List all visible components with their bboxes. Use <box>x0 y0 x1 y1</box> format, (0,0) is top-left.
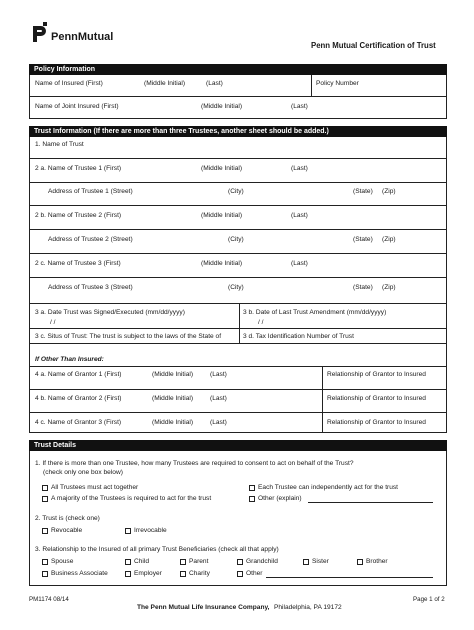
date-amendment-slashes[interactable]: / / <box>258 319 264 326</box>
spouse-checkbox[interactable] <box>42 559 48 565</box>
trust-name-field[interactable] <box>30 149 446 157</box>
grandchild-checkbox[interactable] <box>237 559 243 565</box>
grantor-3-first-name-label: 4 c. Name of Grantor 3 (First) <box>35 419 122 426</box>
joint-insured-name-field[interactable] <box>30 111 446 118</box>
trustee-1-name-field[interactable] <box>30 173 446 181</box>
sister-checkbox[interactable] <box>303 559 309 565</box>
penn-mutual-logo-icon <box>29 22 51 44</box>
all-trustees-label: All Trustees must act together <box>51 484 139 491</box>
trustee-1-city-label: (City) <box>228 188 244 195</box>
each-trustee-checkbox[interactable] <box>249 485 255 491</box>
insured-last-name-label: (Last) <box>206 80 223 87</box>
trust-state-law-label: 3 c. Situs of Trust: The trust is subject to the laws of the State of <box>35 333 222 340</box>
child-checkbox[interactable] <box>125 559 131 565</box>
company-logo <box>29 22 129 46</box>
page-number: Page 1 of 2 <box>413 596 445 603</box>
majority-trustees-label: A majority of the Trustees is required to act for the trust <box>51 495 212 502</box>
if-other-than-insured-label: If Other Than Insured: <box>35 356 104 363</box>
other-relationship-field[interactable] <box>266 577 433 578</box>
parent-checkbox[interactable] <box>180 559 186 565</box>
grantor-2-relationship-field[interactable] <box>323 403 446 411</box>
insured-middle-initial-label: (Middle Initial) <box>144 80 186 87</box>
irrevocable-checkbox[interactable] <box>125 528 131 534</box>
trustee-3-name-field[interactable] <box>30 268 446 276</box>
revocable-label: Revocable <box>51 527 83 534</box>
trustee-3-last-name-label: (Last) <box>291 260 308 267</box>
parent-label: Parent <box>189 558 209 565</box>
grantor-1-middle-initial-label: (Middle Initial) <box>152 371 194 378</box>
q1-question: 1. If there is more than one Trustee, how many Trustees are required to consent to act on behalf of the Trust? <box>35 460 354 467</box>
grantor-1-name-field[interactable] <box>30 380 321 388</box>
other-explain-label: Other (explain) <box>258 495 302 502</box>
grantor-1-last-name-label: (Last) <box>210 371 227 378</box>
footer-company: The Penn Mutual Life Insurance Company, <box>137 604 270 611</box>
grantor-2-first-name-label: 4 b. Name of Grantor 2 (First) <box>35 395 122 402</box>
other-relationship-label: Other <box>246 570 263 577</box>
grantor-2-middle-initial-label: (Middle Initial) <box>152 395 194 402</box>
trust-name-label: 1. Name of Trust <box>35 141 84 148</box>
policy-number-label: Policy Number <box>316 80 359 87</box>
grantor-2-relationship-label: Relationship of Grantor to Insured <box>327 395 426 402</box>
trustee-2-last-name-label: (Last) <box>291 212 308 219</box>
insured-name-field[interactable] <box>30 88 310 96</box>
employer-checkbox[interactable] <box>125 571 131 577</box>
joint-insured-middle-initial-label: (Middle Initial) <box>201 103 243 110</box>
other-explain-field[interactable] <box>308 502 433 503</box>
trustee-3-address-field[interactable] <box>30 292 446 300</box>
charity-label: Charity <box>189 570 210 577</box>
trustee-3-zip-label: (Zip) <box>382 284 396 291</box>
child-label: Child <box>134 558 150 565</box>
grantor-1-relationship-label: Relationship of Grantor to Insured <box>327 371 426 378</box>
date-amendment-label: 3 b. Date of Last Trust Amendment (mm/dd/yyyy) <box>243 309 387 316</box>
grantor-3-last-name-label: (Last) <box>210 419 227 426</box>
grandchild-label: Grandchild <box>246 558 278 565</box>
grantor-2-name-field[interactable] <box>30 403 321 411</box>
form-title: Penn Mutual Certification of Trust <box>311 41 436 50</box>
policy-number-field[interactable] <box>312 88 446 96</box>
trustee-2-state-label: (State) <box>353 236 373 243</box>
grantor-3-relationship-label: Relationship of Grantor to Insured <box>327 419 426 426</box>
brother-label: Brother <box>366 558 388 565</box>
employer-label: Employer <box>134 570 162 577</box>
grantor-1-relationship-field[interactable] <box>323 380 446 388</box>
policy-heading: Policy Information <box>29 64 447 75</box>
grantor-3-name-field[interactable] <box>30 426 321 432</box>
date-signed-slashes[interactable]: / / <box>50 319 56 326</box>
charity-checkbox[interactable] <box>180 571 186 577</box>
grantor-3-relationship-field[interactable] <box>323 426 446 432</box>
joint-insured-last-name-label: (Last) <box>291 103 308 110</box>
each-trustee-label: Each Trustee can independently act for the trust <box>258 484 399 491</box>
trustee-2-zip-label: (Zip) <box>382 236 396 243</box>
brand-name: PennMutual <box>51 31 114 43</box>
trustee-2-street-label: Address of Trustee 2 (Street) <box>48 236 133 243</box>
spouse-label: Spouse <box>51 558 74 565</box>
trustee-3-state-label: (State) <box>353 284 373 291</box>
q2-question: 2. Trust is (check one) <box>35 515 100 522</box>
trustee-2-city-label: (City) <box>228 236 244 243</box>
q3-question: 3. Relationship to the Insured of all primary Trust Beneficiaries (check all that apply) <box>35 546 279 553</box>
q1-subtext: (check only one box below) <box>43 469 123 476</box>
trustee-2-address-field[interactable] <box>30 244 446 252</box>
trustee-3-city-label: (City) <box>228 284 244 291</box>
trustee-1-last-name-label: (Last) <box>291 165 308 172</box>
trustee-1-zip-label: (Zip) <box>382 188 396 195</box>
trustee-3-street-label: Address of Trustee 3 (Street) <box>48 284 133 291</box>
business-associate-checkbox[interactable] <box>42 571 48 577</box>
sister-label: Sister <box>312 558 329 565</box>
grantor-1-first-name-label: 4 a. Name of Grantor 1 (First) <box>35 371 122 378</box>
all-trustees-checkbox[interactable] <box>42 485 48 491</box>
trustee-3-first-name-label: 2 c. Name of Trustee 3 (First) <box>35 260 121 267</box>
footer-address: Philadelphia, PA 19172 <box>273 604 342 611</box>
trustee-1-street-label: Address of Trustee 1 (Street) <box>48 188 133 195</box>
business-associate-label: Business Associate <box>51 570 108 577</box>
trustee-1-middle-initial-label: (Middle Initial) <box>201 165 243 172</box>
irrevocable-label: Irrevocable <box>134 527 167 534</box>
grantor-2-last-name-label: (Last) <box>210 395 227 402</box>
trustee-2-name-field[interactable] <box>30 220 446 228</box>
form-number: PM1174 08/14 <box>29 596 69 603</box>
footer-company-line <box>137 596 342 611</box>
brother-checkbox[interactable] <box>357 559 363 565</box>
insured-first-name-label: Name of Insured (First) <box>35 80 103 87</box>
trustee-2-first-name-label: 2 b. Name of Trustee 2 (First) <box>35 212 122 219</box>
other-relationship-checkbox[interactable] <box>237 571 243 577</box>
tax-id-label: 3 d. Tax Identification Number of Trust <box>243 333 354 340</box>
trustee-1-state-label: (State) <box>353 188 373 195</box>
majority-trustees-checkbox[interactable] <box>42 496 48 502</box>
other-explain-checkbox[interactable] <box>249 496 255 502</box>
grantor-3-middle-initial-label: (Middle Initial) <box>152 419 194 426</box>
trustee-2-middle-initial-label: (Middle Initial) <box>201 212 243 219</box>
date-signed-label: 3 a. Date Trust was Signed/Executed (mm/dd/yyyy) <box>35 309 185 316</box>
trustee-3-middle-initial-label: (Middle Initial) <box>201 260 243 267</box>
trust-heading: Trust Information (If there are more than three Trustees, another sheet should be added.) <box>29 126 447 137</box>
trust-details-heading: Trust Details <box>29 440 447 451</box>
revocable-checkbox[interactable] <box>42 528 48 534</box>
trustee-1-first-name-label: 2 a. Name of Trustee 1 (First) <box>35 165 122 172</box>
joint-insured-first-name-label: Name of Joint Insured (First) <box>35 103 119 110</box>
trustee-1-address-field[interactable] <box>30 196 446 204</box>
